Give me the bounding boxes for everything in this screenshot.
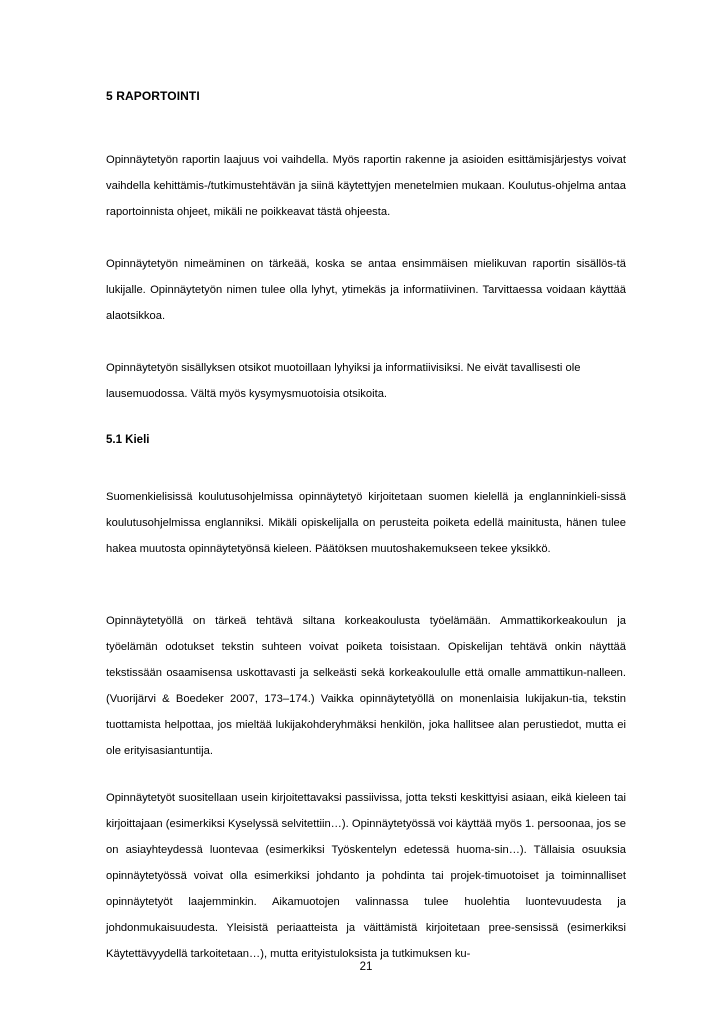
page-number: 21 (359, 961, 373, 973)
paragraph-working-life: Opinnäytetyöllä on tärkeä tehtävä siltana korkeakoulusta työelämään. Ammattikorkeakoulun ja työelämän odotukset tekstin suhteen voivat poiketa toisistaan. Opiskelijan tehtävä onkin näyttää tekstissään osaamisensa uskottavasti ja selkeästi sekä korkeakoululle että omalle ammattikun-nalleen. (Vuorijärvi & Boedeker 2007, 173–174.) Vaikka opinnäytetyöllä on monenlaisia lukijakun-tia, tekstin tuottamista helpottaa, jos mieltää lukijakohderyhmäksi henkilön, joka hallitsee alan perustiedot, mutta ei ole erityisasiantuntija. (106, 615, 626, 757)
paragraph-passive-voice: Opinnäytetyöt suositellaan usein kirjoitettavaksi passiivissa, jotta teksti keskittyisi asiaan, eikä kieleen tai kirjoittajaan (esimerkiksi Kyselyssä selvitettiin…). Opinnäytetyössä voi käyttää myös 1. persoonaa, jos se on asiayhteydessä luontevaa (esimerkiksi Työskentelyn edetessä huoma-sin…). Tällaisia osuuksia opinnäytetyössä voivat olla esimerkiksi johdanto ja pohdinta tai projek-timuotoiset ja toiminnalliset opinnäytetyöt laajemminkin. Aikamuotojen valinnassa tulee huolehtia luontevuudesta ja johdonmukaisuudesta. Yleisistä periaatteista ja väittämistä kirjoitetaan pree-sensissä (esimerkiksi Käytettävyydellä tarkoitetaan…), mutta erityistuloksista ja tutkimuksen ku- (106, 792, 626, 960)
section-heading: 5.1 Kieli (106, 434, 150, 446)
paragraph-headings: Opinnäytetyön sisällyksen otsikot muotoillaan lyhyiksi ja informatiivisiksi. Ne eivät tavallisesti ole lausemuodossa. Vältä myös kysymysmuotoisia otsikoita. (106, 362, 581, 400)
paragraph-language: Suomenkielisissä koulutusohjelmissa opinnäytetyö kirjoitetaan suomen kielellä ja englanninkieli-sissä koulutusohjelmissa englanniksi. Mikäli opiskelijalla on perusteita poiketa edellä mainitusta, hänen tulee hakea muutosta opinnäytetyönsä kieleen. Päätöksen muutoshakemukseen tekee yksikkö. (106, 491, 626, 555)
chapter-heading: 5 RAPORTOINTI (106, 89, 200, 103)
paragraph-naming: Opinnäytetyön nimeäminen on tärkeää, koska se antaa ensimmäisen mielikuvan raportin sisällös-tä lukijalle. Opinnäytetyön nimen tulee olla lyhyt, ytimekäs ja informatiivinen. Tarvittaessa voidaan käyttää alaotsikkoa. (106, 258, 626, 322)
paragraph-report-scope: Opinnäytetyön raportin laajuus voi vaihdella. Myös raportin rakenne ja asioiden esittämisjärjestys voivat vaihdella kehittämis-/tutkimustehtävän ja siinä käytettyjen menetelmien mukaan. Koulutus-ohjelma antaa raportoinnista ohjeet, mikäli ne poikkeavat tästä ohjeesta. (106, 154, 626, 218)
